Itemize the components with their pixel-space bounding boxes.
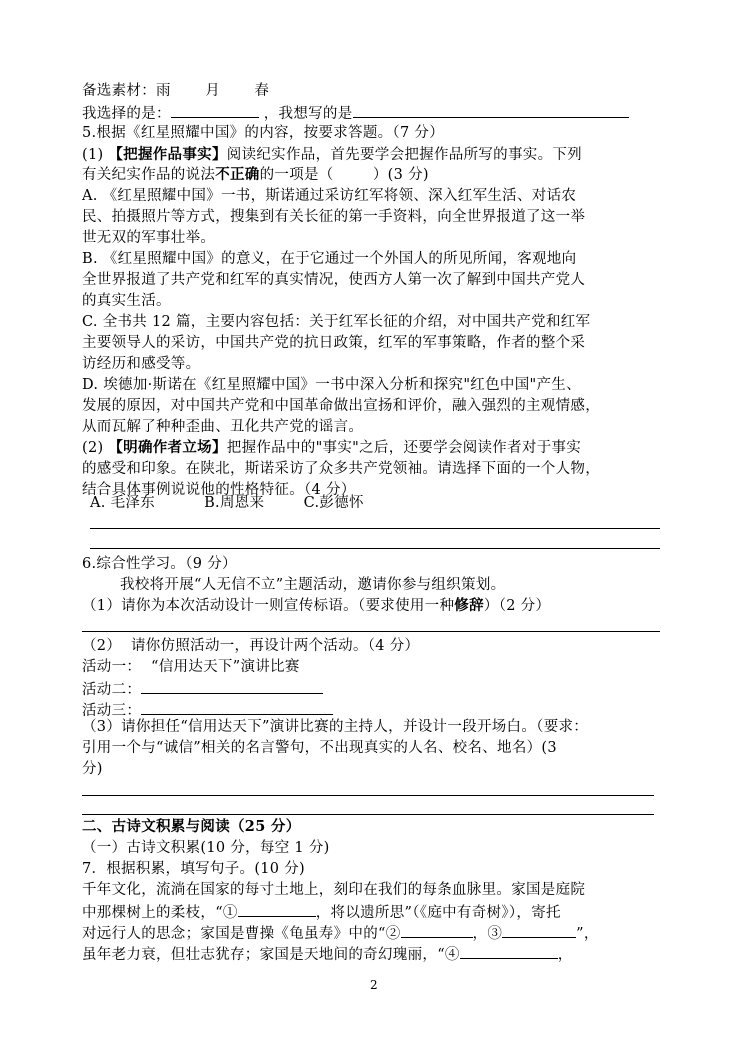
q5-part1-cont: 有关纪实作品的说法不正确的一项是（ ）(3 分) <box>82 166 429 183</box>
option-a-line2: 民、拍摄照片等方式，搜集到有关长征的第一手资料，向全世界报道了这一举 <box>82 209 586 225</box>
q7-title: 7．根据积累，填写句子。(10 分) <box>82 861 305 877</box>
person-options: A. 毛泽东 B.周恩来 C.彭德怀 <box>90 495 364 511</box>
option-d-line2: 发展的原因，对中国共产党和中国革命做出宣扬和评价，融入强烈的主观情感， <box>82 398 600 414</box>
q7-line2: 中那棵树上的柔枝，“① ，将以遗所思”（《庭中有奇树》），寄托 <box>82 902 561 922</box>
materials-line: 备选素材：雨 月 春 <box>82 83 270 99</box>
answer-line-2[interactable] <box>90 548 660 549</box>
q7-line1: 千年文化，流淌在国家的每寸土地上，刻印在我们的每条血脉里。家国是庭院 <box>82 882 586 898</box>
q5-part1: (1) 【把握作品事实】阅读纪实作品，首先要学会把握作品所写的事实。下列 <box>82 146 582 163</box>
option-d-line3: 从而瓦解了种种歪曲、丑化共产党的谣言。 <box>82 419 364 435</box>
q5-part2-cont2: 结合具体事例说说他的性格特征。（4 分） <box>82 482 356 498</box>
activity-3-blank[interactable] <box>141 700 333 715</box>
q6-part3-line2: 引用一个与“诚信”相关的名言警句，不出现真实的人名、校名、地名）(3 <box>82 740 557 756</box>
option-a-line3: 世无双的军事壮举。 <box>82 230 216 246</box>
blank-3[interactable] <box>502 923 576 938</box>
q5-part2: (2) 【明确作者立场】把握作品中的"事实"之后，还要学会阅读作者对于事实 <box>82 439 582 456</box>
section-2-subtitle: （一）古诗文积累(10 分，每空 1 分) <box>82 840 330 856</box>
choice-line: 我选择的是： ，我想写的是 <box>82 103 629 123</box>
option-a-line1: A. 《红星照耀中国》一书，斯诺通过采访红军将领、深入红军生活、对话农 <box>82 188 577 204</box>
option-d-line1: D. 埃德加·斯诺在《红星照耀中国》一书中深入分析和探究"红色中国"产生、 <box>82 377 581 393</box>
activity-2-blank[interactable] <box>141 679 323 694</box>
activity-1: 活动一： “信用达天下”演讲比赛 <box>82 659 300 675</box>
activity-2: 活动二： <box>82 679 323 699</box>
option-b-line2: 全世界报道了共产党和红军的真实情况，使西方人第一次了解到中国共产党人 <box>82 272 586 288</box>
q6-title: 6.综合性学习。（9 分） <box>82 556 237 572</box>
q6-part3-line3: 分) <box>82 761 103 777</box>
page-number: 2 <box>370 978 378 992</box>
q7-line3: 对远行人的思念；家国是曹操《龟虽寿》中的“② ，③ ”， <box>82 923 599 943</box>
answer-line-1[interactable] <box>90 528 660 529</box>
section-2-title: 二、古诗文积累与阅读（25 分） <box>82 818 301 835</box>
option-c-line3: 访经历和感受等。 <box>82 356 201 372</box>
activity-3: 活动三： <box>82 700 333 720</box>
option-c-line2: 主要领导人的采访，中国共产党的抗日政策，红军的军事策略，作者的整个采 <box>82 335 586 351</box>
write-blank[interactable] <box>353 103 629 118</box>
q5-part2-cont: 的感受和印象。在陕北，斯诺采访了众多共产党领袖。请选择下面的一个人物， <box>82 461 600 477</box>
q5-title: 5.根据《红星照耀中国》的内容，按要求答题。（7 分） <box>82 125 445 141</box>
opening-line-1[interactable] <box>82 795 654 796</box>
q6-part3-line1: （3）请你担任“信用达天下”演讲比赛的主持人，并设计一段开场白。（要求： <box>82 719 589 735</box>
choice-blank[interactable] <box>171 103 259 118</box>
blank-1[interactable] <box>238 902 316 917</box>
option-b-line1: B. 《红星照耀中国》的意义，在于它通过一个外国人的所见所闻，客观地向 <box>82 251 577 267</box>
opening-line-2[interactable] <box>82 814 654 815</box>
option-c-line1: C. 全书共 12 篇，主要内容包括：关于红军长征的介绍，对中国共产党和红军 <box>82 314 591 330</box>
blank-2[interactable] <box>401 923 473 938</box>
q7-line4: 虽年老力衰，但壮志犹存；家国是天地间的奇幻瑰丽，“④ ， <box>82 944 573 964</box>
blank-4[interactable] <box>460 944 558 959</box>
option-b-line3: 的真实生活。 <box>82 293 171 309</box>
q6-part1: （1）请你为本次活动设计一则宣传标语。（要求使用一种修辞）（2 分） <box>82 597 551 614</box>
slogan-line[interactable] <box>82 631 660 632</box>
q6-intro: 我校将开展“人无信不立”主题活动，邀请你参与组织策划。 <box>120 577 506 593</box>
q6-part2: （2） 请你仿照活动一，再设计两个活动。（4 分） <box>82 638 420 654</box>
